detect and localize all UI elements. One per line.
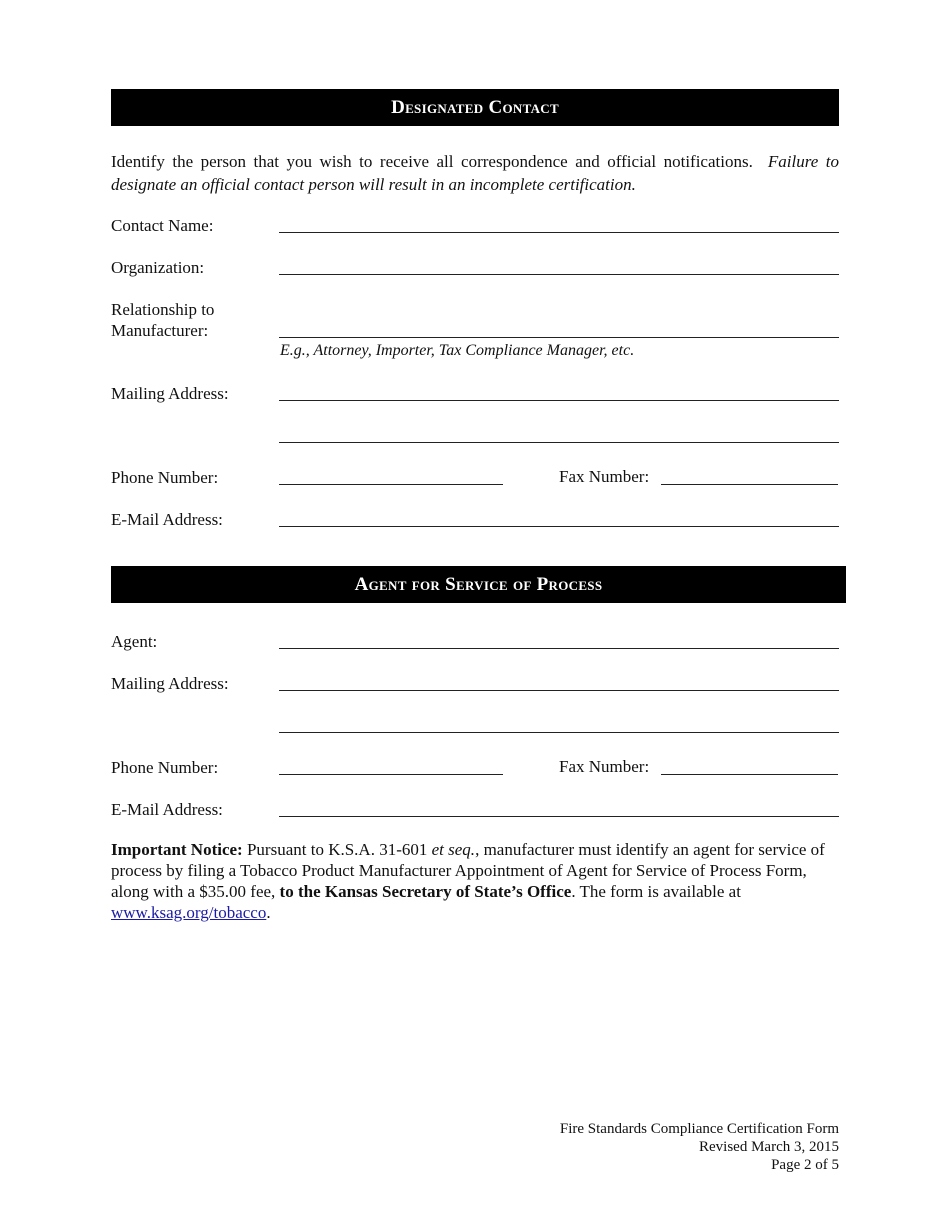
agent-fax-label: Fax Number:	[559, 757, 650, 776]
agent-email-field[interactable]	[279, 816, 839, 817]
agent-mailing-address-field-1[interactable]	[279, 690, 839, 691]
contact-email-label: E-Mail Address:	[111, 510, 223, 529]
notice-heading: Important Notice:	[111, 840, 243, 859]
footer-revised: Revised March 3, 2015	[699, 1139, 839, 1155]
notice-end: .	[266, 903, 271, 922]
organization-field[interactable]	[279, 274, 839, 275]
contact-phone-field[interactable]	[279, 484, 503, 485]
notice-text-1: Pursuant to K.S.A. 31-601	[242, 840, 432, 859]
designated-contact-banner	[111, 89, 839, 126]
agent-phone-label: Phone Number:	[111, 758, 219, 777]
designated-contact-title: Designated Contact	[391, 96, 559, 118]
contact-mailing-address-label: Mailing Address:	[111, 384, 229, 403]
contact-mailing-address-field-1[interactable]	[279, 400, 839, 401]
contact-email-field[interactable]	[279, 526, 839, 527]
agent-fax-field[interactable]	[661, 774, 838, 775]
tobacco-link[interactable]: www.ksag.org/tobacco	[111, 903, 267, 922]
agent-banner	[111, 566, 846, 603]
contact-name-field[interactable]	[279, 232, 839, 233]
organization-label: Organization:	[111, 258, 205, 277]
intro-text: Identify the person that you wish to receive all correspondence and official notifications.	[111, 152, 753, 171]
footer-page-number: Page 2 of 5	[771, 1157, 839, 1173]
contact-mailing-address-field-2[interactable]	[279, 442, 839, 443]
footer-form-name: Fire Standards Compliance Certification Form	[559, 1121, 839, 1137]
agent-mailing-address-label: Mailing Address:	[111, 674, 229, 693]
agent-label: Agent:	[111, 632, 158, 651]
page-footer	[560, 1120, 839, 1174]
agent-title: Agent for Service of Process	[354, 573, 603, 595]
important-notice	[111, 839, 839, 923]
relationship-label-line2: Manufacturer:	[111, 321, 209, 340]
intro-warning: Failure to designate an official contact person will result in an incomplete certification.	[111, 152, 840, 194]
contact-phone-label: Phone Number:	[111, 468, 219, 487]
relationship-label-line1: Relationship to	[111, 300, 215, 319]
agent-field[interactable]	[279, 648, 839, 649]
designated-contact-intro	[111, 150, 839, 196]
contact-name-label: Contact Name:	[111, 216, 214, 235]
notice-text-2: , manufacturer must identify an agent for service of process by filing a Tobacco Product Manufacturer Appointment of Agent for Service of Process Form, along with a $35.00 fee,	[111, 840, 825, 901]
relationship-hint: E.g., Attorney, Importer, Tax Compliance Manager, etc.	[280, 342, 635, 359]
notice-italic: et seq.	[431, 840, 476, 859]
contact-fax-field[interactable]	[661, 484, 838, 485]
contact-fax-label: Fax Number:	[559, 467, 650, 486]
agent-email-label: E-Mail Address:	[111, 800, 223, 819]
notice-bold: to the Kansas Secretary of State’s Office	[279, 882, 572, 901]
notice-text-3: . The form is available at	[571, 882, 741, 901]
agent-phone-field[interactable]	[279, 774, 503, 775]
relationship-field[interactable]	[279, 337, 839, 338]
agent-mailing-address-field-2[interactable]	[279, 732, 839, 733]
